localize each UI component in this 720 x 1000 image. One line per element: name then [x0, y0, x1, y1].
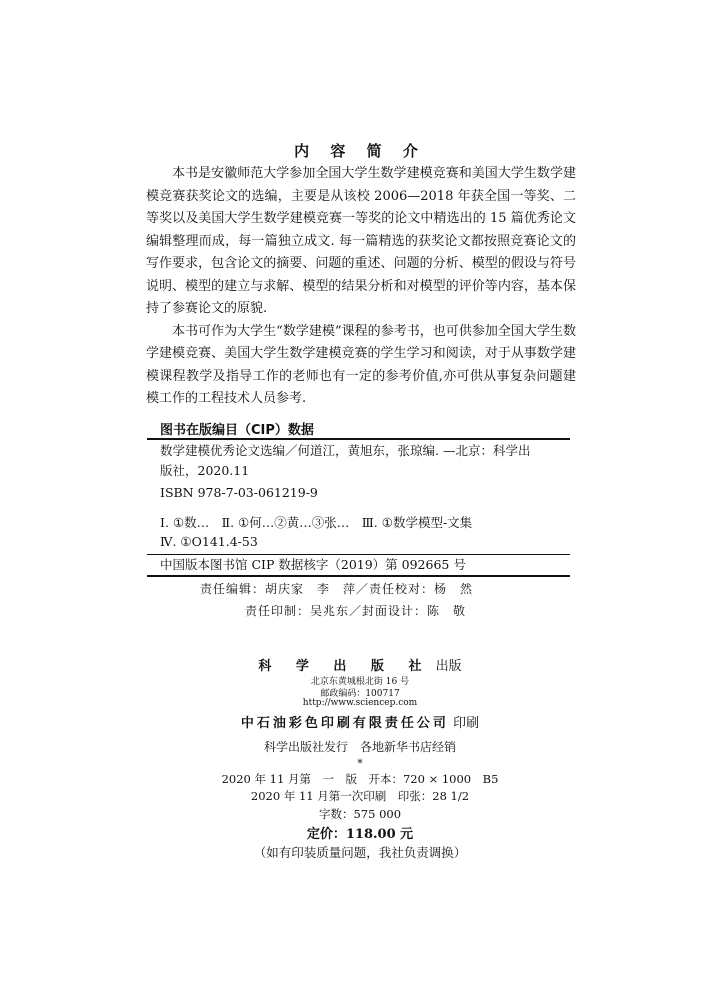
cip-bottom-rule — [147, 575, 570, 577]
printer-suffix: 印刷 — [453, 716, 480, 731]
cip-entry-line-1: 数学建模优秀论文选编／何道江，黄旭东，张琼编. —北京：科学出 — [160, 443, 531, 458]
publisher-postcode: 邮政编码：100717 — [320, 689, 400, 699]
staff-line-1: 责任编辑：胡庆家 李 萍／责任校对：杨 然 — [200, 582, 474, 596]
edition-line-1: 2020 年 11 月第 一 版 开本：720 × 1000 B5 — [221, 772, 499, 786]
separator-star: * — [357, 757, 363, 770]
summary-title: 内 容 简 介 — [294, 142, 426, 160]
printer-name: 中石油彩色印刷有限责任公司 — [240, 716, 449, 731]
cip-entry-line-2: 版社，2020.11 — [160, 463, 250, 478]
cip-record: 中国版本图书馆 CIP 数据核字（2019）第 092665 号 — [160, 557, 466, 572]
cip-subject-line-2: Ⅳ. ①O141.4-53 — [160, 534, 258, 549]
edition-line-3: 字数：575 000 — [318, 807, 402, 821]
cip-heading: 图书在版编目（CIP）数据 — [160, 423, 314, 438]
publisher-suffix: 出版 — [435, 659, 462, 674]
quality-note: （如有印装质量问题，我社负责调换） — [253, 845, 467, 860]
summary-paragraph-2: 本书可作为大学生“数学建模”课程的参考书，也可供参加全国大学生数学建模竞赛、美国大学生数学建模竞赛的学生学习和阅读，对于从事数学建模课程教学及指导工作的老师也有一定的参考价值,亦可供从事复杂问题建模工作的工程技术人员参考. — [146, 323, 576, 406]
edition-line-2: 2020 年 11 月第一次印刷 印张：28 1/2 — [250, 789, 470, 803]
publisher-address: 北京东黄城根北街 16 号 — [310, 677, 410, 687]
publisher-logo: 科 学 出 版 社 — [258, 659, 432, 674]
staff-line-2: 责任印制：吴兆东／封面设计：陈 敬 — [245, 604, 467, 618]
summary-paragraph-1: 本书是安徽师范大学参加全国大学生数学建模竞赛和美国大学生数学建模竞赛获奖论文的选编，主要是从该校 2006—2018 年获全国一等奖、二等奖以及美国大学生数学建模竞赛一等奖的论文中精选出的 15 篇优秀论文编辑整理而成，每一篇独立成文. 每一篇精选的获奖论文都按照竞赛论文的写作要求，包含论文的摘要、问题的重述、问题的分析、模型的假设与符号说明、模型的建立与求解、模型的结果分析和对模型的评价等内容，基本保持了参赛论文的原貌. — [146, 166, 576, 316]
summary-body — [146, 163, 576, 411]
printer-line — [0, 712, 720, 731]
publisher-website: http://www.sciencep.com — [302, 698, 418, 708]
distribution: 科学出版社发行 各地新华书店经销 — [263, 740, 456, 754]
cip-isbn: ISBN 978-7-03-061219-9 — [160, 485, 318, 500]
cip-top-rule — [147, 438, 570, 440]
publisher-line — [0, 655, 720, 674]
price: 定价：118.00 元 — [306, 827, 414, 842]
cip-subject-line-1: Ⅰ. ①数… Ⅱ. ①何…②黄…③张… Ⅲ. ①数学模型-文集 — [160, 515, 473, 530]
